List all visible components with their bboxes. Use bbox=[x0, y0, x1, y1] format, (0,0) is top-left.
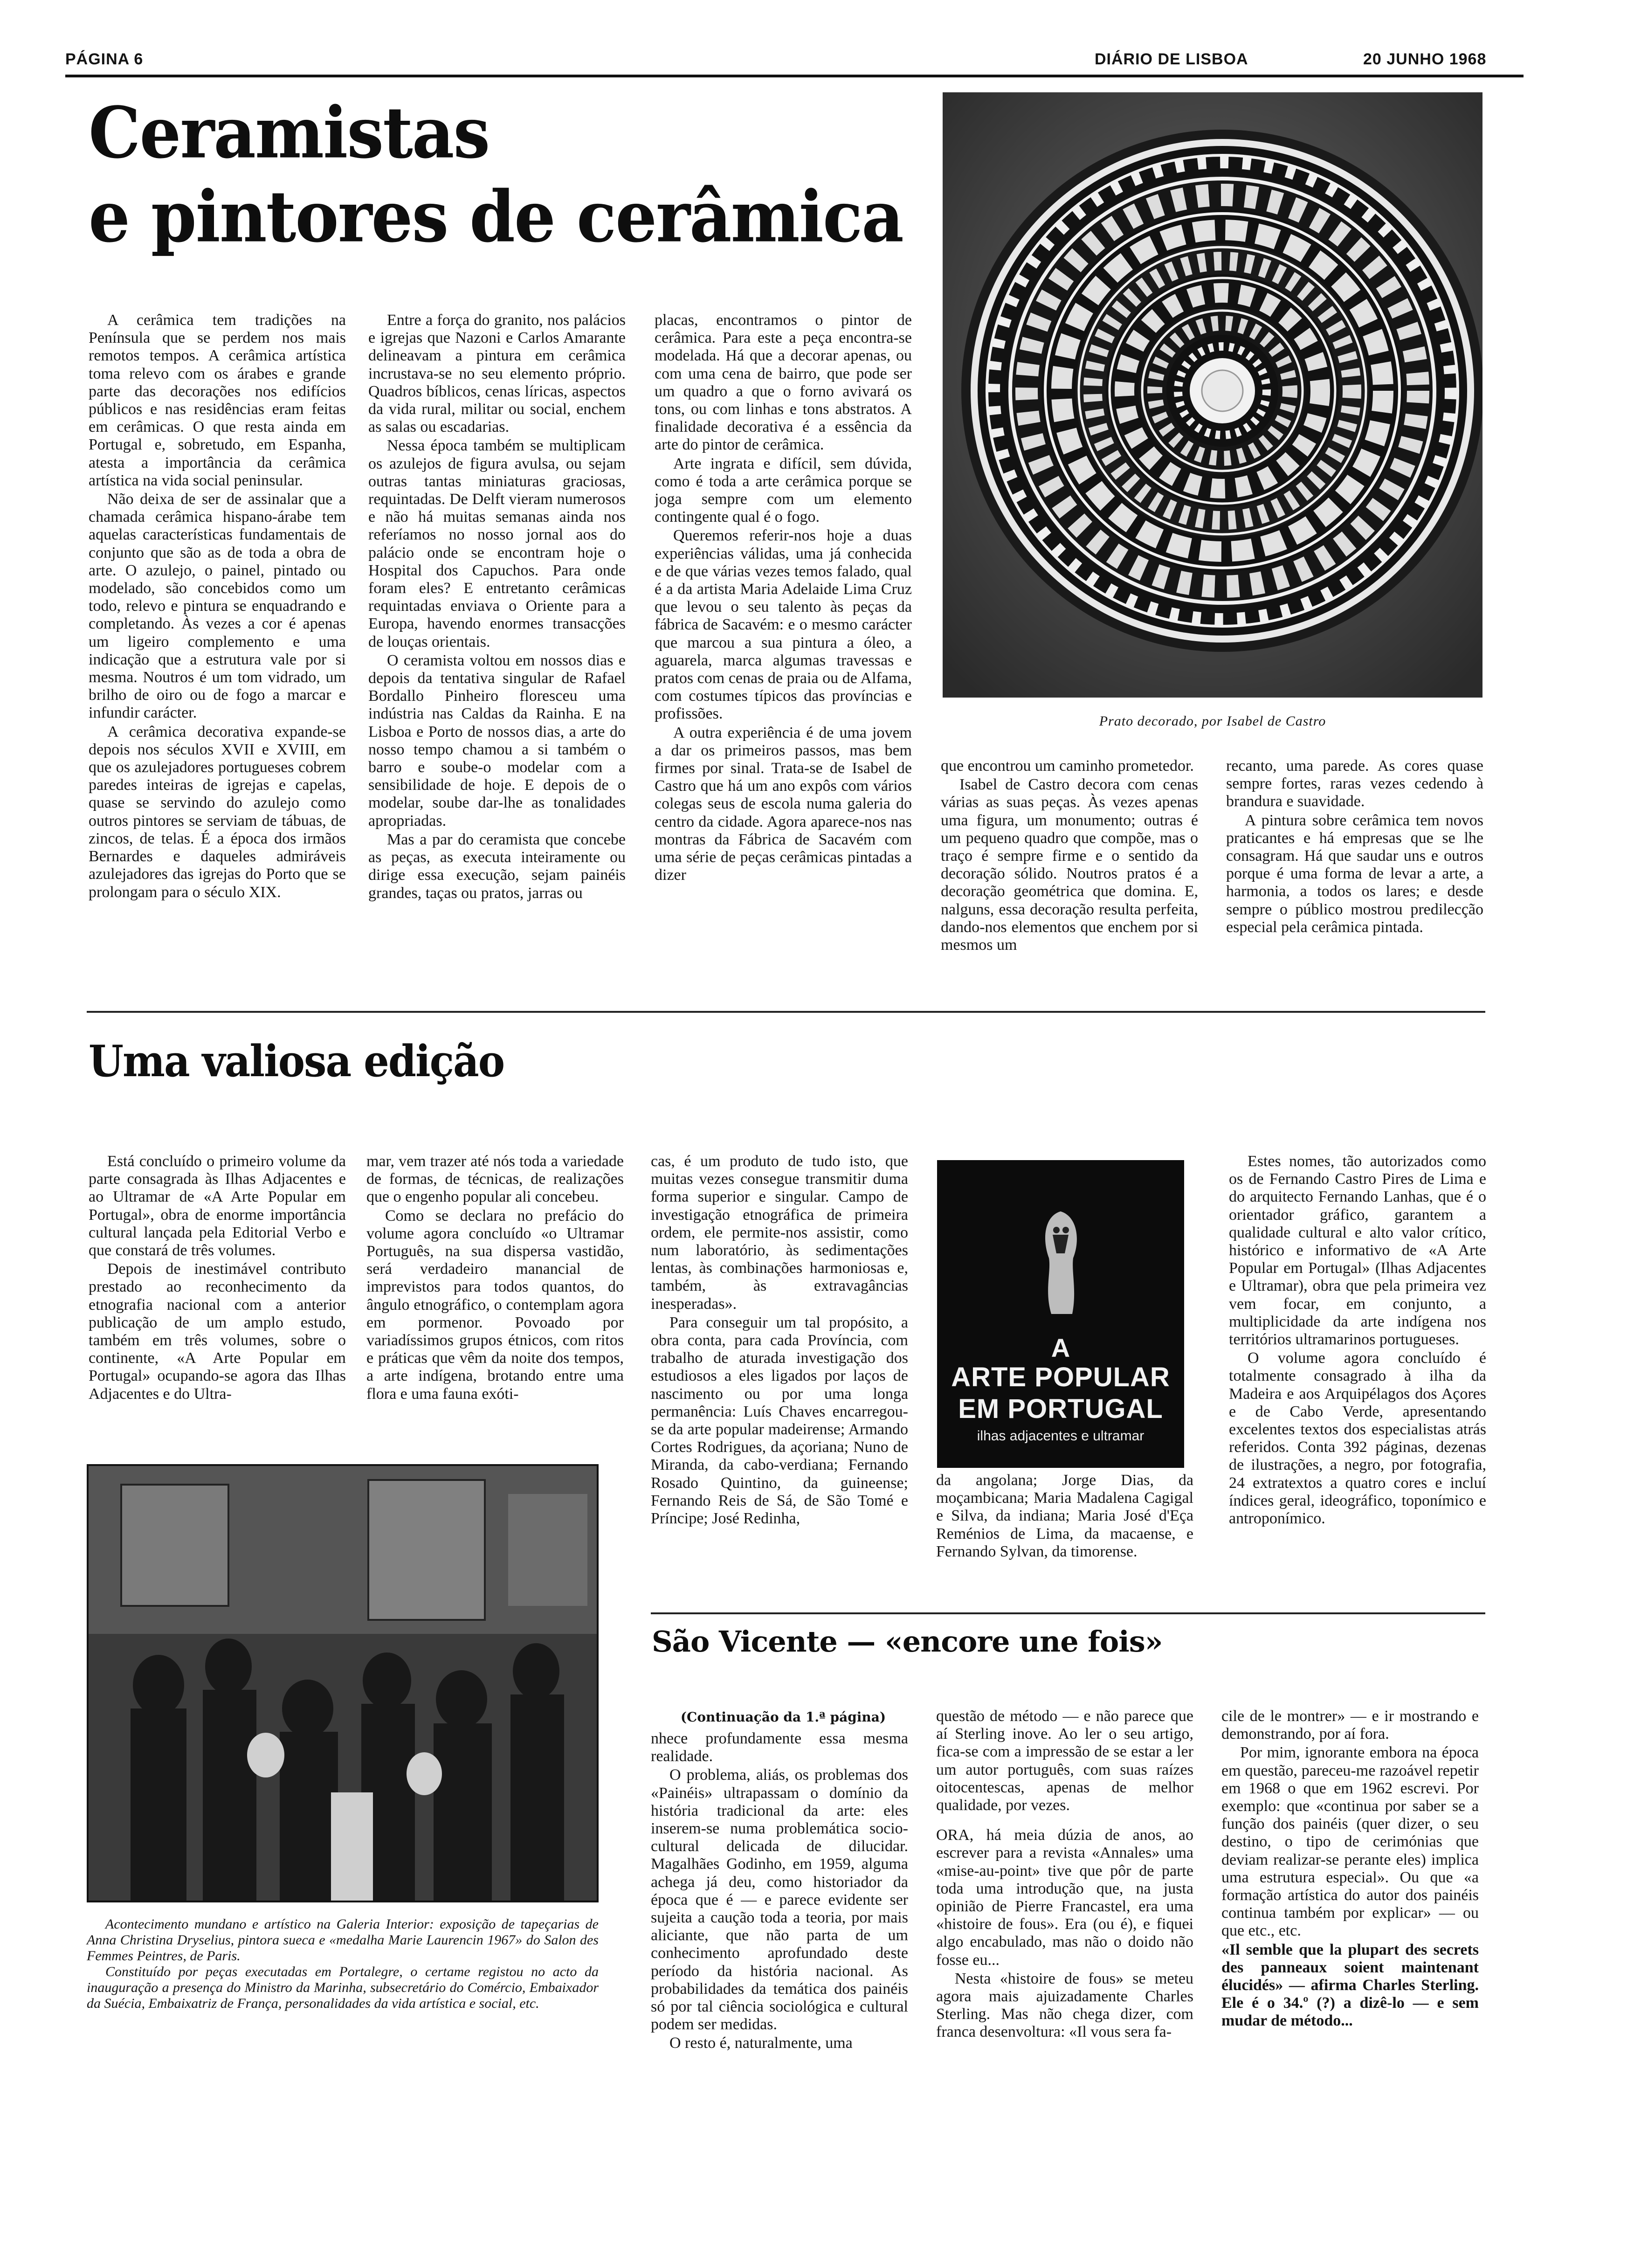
paragraph: Estes nomes, tão autorizados como os de Fernando Castro Pires de Lima e do arquitecto Fernando Lanhas, que é o orientador gráfico, garantem a qualidade cultural e alto valor crítico, histórico e informativo de «A Arte Popular em Portugal» (Ilhas Adjacentes e Ultramar), obra que pela primeira vez vem focar, em conjunto, a multiplicidade da arte indígena nos territórios ultramarinos portugueses. bbox=[1229, 1153, 1486, 1348]
paragraph: Arte ingrata e difícil, sem dúvida, como é toda a arte cerâmica porque se joga sempre com um elemento contingente qual é o fogo. bbox=[655, 455, 912, 526]
paragraph: Para conseguir um tal propósito, a obra conta, para cada Província, com trabalho de aturada investigação dos estudiosos a eles ligados por laços de nascimento ou por uma longa permanência: Luís Chaves encarregou-se da arte popular madeirense; Armando Cortes Rodrigues, da açoriana; Nuno de Miranda, da cabo-verdiana; Fernando Rosado Quintino, da guineense; Fernando Reis de Sá, de São Tomé e Príncipe; José Redinha, bbox=[651, 1314, 908, 1528]
paragraph: Entre a força do granito, nos palácios e igrejas que Nazoni e Carlos Amarante delineavam a pintura em cerâmica incrustava-se no seu elemento próprio. Quadros bíblicos, cenas líricas, aspectos da vida rural, militar ou social, enchem as salas ou escadarias. bbox=[368, 311, 626, 436]
book-cover-title-line2: EM PORTUGAL bbox=[958, 1394, 1163, 1424]
decorated-plate-photo bbox=[943, 92, 1482, 698]
paragraph: cile de le montrer» — e ir mostrando e demonstrando, por aí fora. bbox=[1221, 1708, 1479, 1743]
paragraph: mar, vem trazer até nós toda a variedade de formas, de técnicas, de realizações que o engenho popular ali concebeu. bbox=[366, 1153, 624, 1206]
paragraph: nhece profundamente essa mesma realidade. bbox=[651, 1730, 908, 1765]
paragraph: Por mim, ignorante embora na época em questão, pareceu-me razoável repetir em 1968 o que em 1962 escrevi. Por exemplo: que «continua por saber se a função dos painéis (quer dizer, o seu destino, o tipo de cerimónias que deviam realizar-se perante eles) implica uma estrutura especial». Ou que «a formação artística do autor dos painéis continua também por explicar» — ou que etc., etc. bbox=[1221, 1744, 1479, 1940]
issue-date: 20 JUNHO 1968 bbox=[1363, 50, 1487, 68]
paragraph: Nesta «histoire de fous» se meteu agora mais ajuizadamente Charles Sterling. Mas não chega dizer, com franca desenvoltura: «Il vous sera fa- bbox=[936, 1970, 1193, 2041]
paragraph: Isabel de Castro decora com cenas várias as suas peças. Às vezes apenas uma figura, um monumento; outras é um pequeno quadro que compõe, mas o traço é sempre firme e o sentido da decoração sólido. Noutros pratos é a decoração geométrica que domina. E, nalguns, essa decoração resulta perfeita, dando-nos elementos que enchem por si mesmos um bbox=[941, 776, 1198, 954]
article-ceramistas-title-line2: e pintores de cerâmica bbox=[89, 176, 903, 259]
paragraph: Queremos referir-nos hoje a duas experiências válidas, uma já conhecida e de que várias vezes temos falado, qual é a da artista Maria Adelaide Lima Cruz que levou o seu talento às peças da fábrica de Sacavém: e o mesmo carácter que marcou a sua pintura a óleo, a aguarela, marca algumas travessas e pratos com cenas de praia ou de Alfama, com costumes típicos das províncias e profissões. bbox=[655, 527, 912, 723]
paragraph: O volume agora concluído é totalmente consagrado à ilha da Madeira e aos Arquipélagos dos Açores e de Cabo Verde, apresentando excelentes textos dos especialistas atrás referidos. Conta 392 páginas, dezenas de ilustrações, a negro, por fotografia, 24 extratextos a quatro cores e incluí índices geral, ideográfico, toponímico e antroponímico. bbox=[1229, 1349, 1486, 1528]
paragraph: Mas a par do ceramista que concebe as peças, as executa inteiramente ou dirige essa execução, sejam painéis grandes, taças ou pratos, jarras ou bbox=[368, 830, 626, 902]
book-cover-title-line1: ARTE POPULAR bbox=[951, 1362, 1170, 1392]
paragraph: da angolana; Jorge Dias, da moçambicana; Maria Madalena Cagigal e Silva, da indiana; Maria José d'Eça Reménios de Lima, da macaense, e Fernando Sylvan, da timorense. bbox=[936, 1472, 1193, 1560]
article-ceramistas-title-line1: Ceramistas bbox=[89, 92, 490, 175]
gallery-event-photo bbox=[87, 1464, 599, 1902]
continuation-note: (Continuação da 1.ª página) bbox=[680, 1709, 886, 1725]
paragraph: A cerâmica tem tradições na Península que se perdem nos mais remotos tempos. A cerâmica artística toma relevo com os árabes e grande parte das decorações nos edifícios públicos e nas residências eram feitas em cerâmicas. O que resta ainda em Portugal e, sobretudo, em Espanha, atesta a importância da cerâmica artística na vida social peninsular. bbox=[89, 311, 346, 489]
paragraph: cas, é um produto de tudo isto, que muitas vezes consegue transmitir duma forma superior e singular. Campo de investigação etnográfica de primeira ordem, ele permite-nos assistir, como num laboratório, às sedimentações lentas, às combinações harmoniosas e, também, às extravagâncias inesperadas». bbox=[651, 1153, 908, 1313]
caption-paragraph: Acontecimento mundano e artístico na Galeria Interior: exposição de tapeçarias de Anna Christina Dryselius, pintora sueca e «medalha Marie Laurencin 1967» do Salon des Femmes Peintres, de Paris. bbox=[87, 1916, 599, 1964]
paragraph: que encontrou um caminho prometedor. bbox=[941, 757, 1194, 774]
paragraph: ORA, há meia dúzia de anos, ao escrever para a revista «Annales» uma «mise-au-point» tive que pôr de parte toda uma introdução que, na justa opinião de Pierre Francastel, era uma «histoire de fous». Era (ou é), e fiquei algo encabulado, mas não o doido não fosse eu... bbox=[936, 1826, 1193, 1969]
plate-photo-caption: Prato decorado, por Isabel de Castro bbox=[1099, 713, 1326, 729]
article-edicao-title: Uma valiosa edição bbox=[89, 1036, 504, 1087]
article-edicao-col4 bbox=[936, 1472, 1193, 1611]
paragraph: O resto é, naturalmente, uma bbox=[669, 2034, 853, 2052]
paragraph: O ceramista voltou em nossos dias e depois da tentativa singular de Rafael Bordallo Pinheiro floresceu uma indústria nas Caldas da Rainha. E na Lisboa e Porto de nossos dias, a arte do nosso tempo chamou a si também o barro e soube-o modelar com a sensibilidade de hoje. E depois de o modelar, soube dar-lhe as tonalidades apropriadas. bbox=[368, 651, 626, 830]
newspaper-name: DIÁRIO DE LISBOA bbox=[1095, 50, 1248, 68]
article-ceramistas-col1 bbox=[89, 311, 346, 1002]
header-rule bbox=[65, 75, 1524, 77]
figurine-icon bbox=[1016, 1202, 1105, 1323]
article-sao-vicente-col3 bbox=[1221, 1708, 1479, 2095]
article-edicao-col3 bbox=[651, 1153, 908, 1610]
article-sao-vicente-col2 bbox=[936, 1708, 1193, 2095]
article-edicao-col5 bbox=[1229, 1153, 1486, 1610]
caption-paragraph: Constituído por peças executadas em Portalegre, o certame registou no acto da inauguração a presença do Ministro da Marinha, subsecretário do Comércio, Embaixador da Suécia, Embaixatriz de França, personalidades da vida artística e social, etc. bbox=[87, 1964, 599, 2011]
section-divider bbox=[651, 1612, 1485, 1614]
paragraph: O problema, aliás, os problemas dos «Painéis» ultrapassam o domínio da história tradicional da arte: eles inserem-se numa problemática socio-cultural delicada de dilucidar. Magalhães Godinho, em 1959, alguma achega já deu, como historiador da época que é — e parece evidente ser sujeita a caução toda a teoria, por mais aliciante, que não parta de um conhecimento aprofundado deste período da história nacional. As probabilidades da temática dos painéis só por tal ciência sociológica e cultural podem ser medidas. bbox=[651, 1766, 908, 2033]
book-cover-arte-popular bbox=[937, 1160, 1184, 1468]
article-ceramistas-col2 bbox=[368, 311, 626, 1002]
crowd-illustration bbox=[89, 1466, 597, 1901]
paragraph: Como se declara no prefácio do volume agora concluído «o Ultramar Português, na sua dispersa vastidão, será verdadeiro manancial de imprevistos para todos quantos, do ângulo etnográfico, o contemplam agora em pormenor. Povoado por variadíssimos grupos étnicos, com ritos e práticas que vêm da noite dos tempos, a arte indígena, brotando entre uma flora e uma fauna exóti- bbox=[366, 1207, 624, 1403]
book-cover-subtitle: ilhas adjacentes e ultramar bbox=[977, 1428, 1145, 1444]
paragraph: A pintura sobre cerâmica tem novos praticantes e há empresas que se lhe consagram. Há que saudar uns e outros porque é uma forma de levar a arte, a harmonia, a todos os lares; e desde sempre o público mostrou predilecção especial pela cerâmica pintada. bbox=[1226, 811, 1483, 936]
article-edicao-col1 bbox=[89, 1153, 346, 1442]
plate-illustration bbox=[943, 92, 1482, 698]
gallery-photo-caption bbox=[87, 1916, 599, 2012]
paragraph: Não deixa de ser de assinalar que a chamada cerâmica hispano-árabe tem aquelas características fundamentais de conjunto que são as de toda a obra de arte. O azulejo, o painel, pintado ou modelado, são concebidos como um todo, relevo e pintura se enquadrando e completando. Às vezes a cor é apenas um ligeiro complemento e uma indicação que a estrutura vale por si mesma. Noutros é um tom vidrado, um brilho de oiro ou de fogo a marcar e infundir carácter. bbox=[89, 491, 346, 722]
paragraph: questão de método — e não parece que aí Sterling inove. Ao ler o seu artigo, fica-se com a impressão de se estar a ler um autor português, com suas raízes oitocentescas, apenas de melhor qualidade, por vezes. bbox=[936, 1708, 1193, 1814]
article-ceramistas-col5 bbox=[1226, 757, 1483, 1002]
article-sao-vicente-title: São Vicente — «encore une fois» bbox=[652, 1625, 1163, 1659]
article-ceramistas-col3 bbox=[655, 311, 912, 1002]
page-number: PÁGINA 6 bbox=[65, 50, 144, 68]
article-ceramistas-col4 bbox=[941, 757, 1198, 1002]
paragraph: Nessa época também se multiplicam os azulejos de figura avulsa, ou sejam outras tantas miniaturas graciosas, requintadas. De Delft vieram numerosos e não há muitas semanas ainda nos referíamos no nosso jornal aos do palácio onde se encontram hoje o Hospital dos Capuchos. Para onde foram eles? E entretanto cerâmicas requintadas enviava o Oriente para a Europa, havendo enormes transacções de louças orientais. bbox=[368, 437, 626, 650]
paragraph: placas, encontramos o pintor de cerâmica. Para este a peça encontra-se modelada. Há que a decorar apenas, ou com uma cena de bairro, que pode ser um quadro a que o forno avivará os tons, ou com linhas e tons abstratos. A finalidade decorativa é a essência da arte do pintor de cerâmica. bbox=[655, 311, 912, 454]
paragraph: Está concluído o primeiro volume da parte consagrada às Ilhas Adjacentes e ao Ultramar de «A Arte Popular em Portugal», obra de enorme importância cultural lançada pela Editorial Verbo e que constará de três volumes. bbox=[89, 1153, 346, 1259]
article-sao-vicente-col1 bbox=[651, 1730, 908, 2094]
paragraph: A outra experiência é de uma jovem a dar os primeiros passos, mas bem firmes por sinal. Trata-se de Isabel de Castro que há um ano expôs com vários colegas seus de escola numa galeria do centro da cidade. Agora aparece-nos nas montras da Fábrica de Sacavém com uma série de peças cerâmicas pintadas a dizer bbox=[655, 724, 912, 884]
paragraph: Depois de inestimável contributo prestado ao reconhecimento da etnografia nacional com a anterior publicação de um amplo estudo, também em três volumes, sobre o continente, «A Arte Popular em Portugal» ocupando-se agora das Ilhas Adjacentes e do Ultra- bbox=[89, 1260, 346, 1403]
book-cover-letter: A bbox=[1051, 1333, 1070, 1362]
paragraph: A cerâmica decorativa expande-se depois nos séculos XVII e XVIII, em que os azulejadores portugueses cobrem paredes inteiras de igrejas e capelas, quase se servindo do azulejo como outros pintores se serviam de tábuas, de zincos, de telas. É a época dos irmãos Bernardes e daqueles admiráveis azulejadores das igrejas do Porto que se prolongam para o século XIX. bbox=[89, 723, 346, 901]
section-divider bbox=[87, 1011, 1485, 1013]
paragraph: recanto, uma parede. As cores quase sempre fortes, raras vezes cedendo à brandura e suavidade. bbox=[1226, 757, 1483, 810]
paragraph: «Il semble que la plupart des secrets des panneaux soient maintenant élucidés» — afirma Charles Sterling. Ele é o 34.º (?) a dizê-lo — e sem mudar de método... bbox=[1221, 1941, 1479, 2030]
article-edicao-col2 bbox=[366, 1153, 624, 1442]
